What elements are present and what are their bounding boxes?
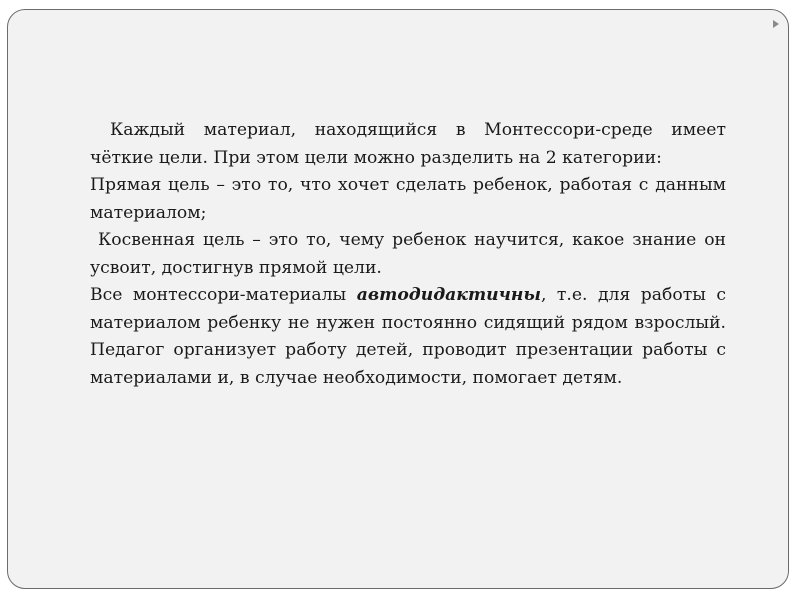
paragraph-autodidactic-end: , т.е. для работы с материалом ребенку не нужен постоянно сидящий рядом взрослый. Педагог организует работу детей, проводит презентации работы с материалами и, в случае необходимости, помогает детям.	[90, 285, 727, 388]
paragraph-autodidactic-start: Все монтессори-материалы	[90, 285, 357, 305]
paragraph-indirect-goal: Косвенная цель – это то, чему ребенок научится, какое знание он усвоит, достигнув прямой цели.	[90, 230, 726, 278]
slide-text	[90, 117, 726, 392]
play-arrow-icon	[773, 20, 779, 28]
paragraph-autodidactic	[90, 282, 726, 392]
paragraph-goals-intro: Каждый материал, находящийся в Монтессори-среде имеет чёткие цели. При этом цели можно разделить на 2 категории:	[90, 120, 726, 168]
paragraph-direct-goal: Прямая цель – это то, что хочет сделать ребенок, работая с данным материалом;	[90, 175, 726, 223]
keyword-autodidactic: автодидактичны	[356, 285, 541, 305]
